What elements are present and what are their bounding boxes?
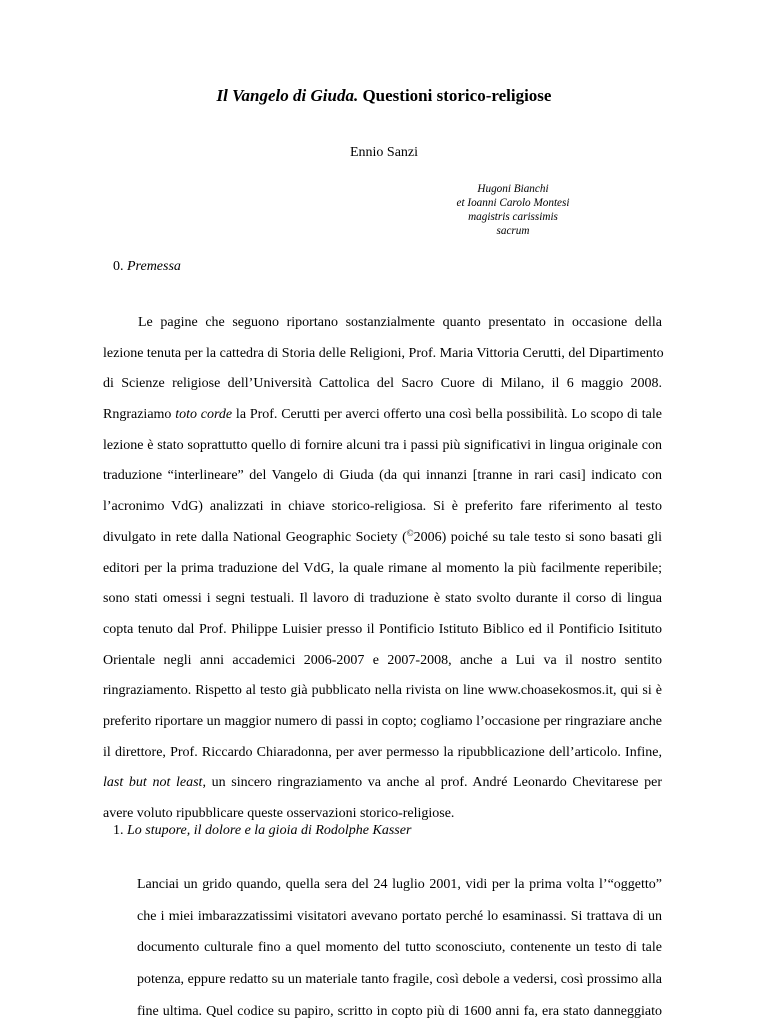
italic-text: last but not least <box>103 775 203 791</box>
text-line <box>103 497 662 528</box>
text-span: Orientale negli anni accademici 2006-2007 e 2007-2008, anche a Lui va il nostro sentito <box>103 652 662 668</box>
text-line <box>103 313 662 344</box>
dedication-line: et Ioanni Carolo Montesi <box>456 197 570 209</box>
text-line <box>103 773 662 804</box>
quote-line: che i miei imbarazzatissimi visitatori avevano portato perché lo esaminassi. Si trattava di un <box>137 908 662 924</box>
text-line <box>103 466 662 497</box>
text-line <box>103 681 662 712</box>
text-span: Le pagine che seguono riportano sostanzialmente quanto presentato in occasione della <box>138 315 662 330</box>
text-span: Rngraziamo <box>103 407 176 423</box>
text-span: lezione tenuta per la cattedra di Storia delle Religioni, Prof. Maria Vittoria Cerutti, del Dipartimento <box>103 345 664 361</box>
text-line <box>103 620 662 651</box>
title-italic: Il Vangelo di Giuda. <box>216 86 359 105</box>
text-span: l’acronimo VdG) analizzati in chiave storico-religiosa. Si è preferito fare riferimento al testo <box>103 499 662 515</box>
text-line <box>103 374 662 405</box>
quote-line: potenza, eppure redatto su un materiale tanto fragile, così debole a vedersi, così prossimo alla <box>137 972 662 988</box>
intro-paragraph <box>103 313 662 835</box>
quote-line: fine ultima. Quel codice su papiro, scritto in copto più di 1600 anni fa, era stato danneggiato <box>137 1003 662 1019</box>
quote-line: documento culturale fino a quel momento del tutto sconosciuto, contenente un testo di tale <box>137 940 662 956</box>
text-span: preferito riportare un maggior numero di passi in copto; cogliamo l’occasione per ringraziare anche <box>103 713 662 729</box>
section-title: Premessa <box>127 259 181 274</box>
author-name: Ennio Sanzi <box>349 145 419 160</box>
section-number: 1. <box>113 823 127 838</box>
text-span: , un sincero ringraziamento va anche al prof. André Leonardo Chevitarese per <box>202 775 662 791</box>
text-span: lezione è stato soprattutto quello di fornire alcuni tra i passi più significativi in lingua originale con <box>103 437 662 453</box>
text-line <box>103 712 662 743</box>
section-title: Lo stupore, il dolore e la gioia di Rodolphe Kasser <box>127 823 412 838</box>
text-span: copta tenuto dal Prof. Philippe Luisier presso il Pontificio Istituto Biblico ed il Pontificio Isitituto <box>103 621 662 637</box>
italic-text: toto corde <box>175 407 233 423</box>
text-span: di Scienze religiose dell’Università Cattolica del Sacro Cuore di Milano, il 6 maggio 2008. <box>103 376 662 392</box>
text-line <box>103 405 662 436</box>
text-span: il direttore, Prof. Riccardo Chiaradonna, per aver permesso la ripubblicazione dell’articolo. Infine, <box>103 744 662 760</box>
dedication <box>398 182 628 238</box>
text-span: 2006) poiché su tale testo si sono basati gli <box>413 529 662 545</box>
block-quote <box>137 875 662 1033</box>
text-line <box>103 559 662 590</box>
text-span: sono stati omessi i segni testuali. Il lavoro di traduzione è stato svolto durante il corso di lingua <box>103 591 662 607</box>
dedication-line: Hugoni Bianchi <box>477 183 549 195</box>
title-rest: Questioni storico-religiose <box>358 86 552 105</box>
text-span: divulgato in rete dalla National Geographic Society ( <box>103 529 407 545</box>
text-span: editori per la prima traduzione del VdG, la quale rimane al momento la più facilmente reperibile; <box>103 560 662 576</box>
text-line <box>103 528 662 559</box>
text-span: traduzione “interlineare” del Vangelo di Giuda (da qui innanzi [tranne in rari casi] indicato con <box>103 468 662 484</box>
text-line <box>103 743 662 774</box>
section-heading-premessa <box>113 259 181 275</box>
dedication-line: magistris carissimis <box>468 211 558 223</box>
quote-line: Lanciai un grido quando, quella sera del 24 luglio 2001, vidi per la prima volta l’“oggetto” <box>137 877 662 892</box>
text-line <box>103 589 662 620</box>
text-line <box>103 651 662 682</box>
text-span: la Prof. Cerutti per averci offerto una così bella possibilità. Lo scopo di tale <box>232 407 662 423</box>
section-number: 0. <box>113 259 127 274</box>
text-line <box>103 344 662 375</box>
section-heading-kasser <box>113 823 411 839</box>
text-span: avere voluto ripubblicare queste osservazioni storico-religiose. <box>103 806 455 821</box>
text-span: ringraziamento. Rispetto al testo già pubblicato nella rivista on line www.choasekosmos.it, qui si è <box>103 683 662 699</box>
text-line <box>103 436 662 467</box>
dedication-line: sacrum <box>496 225 530 237</box>
superscript: © <box>406 527 414 538</box>
paper-title <box>0 86 768 106</box>
